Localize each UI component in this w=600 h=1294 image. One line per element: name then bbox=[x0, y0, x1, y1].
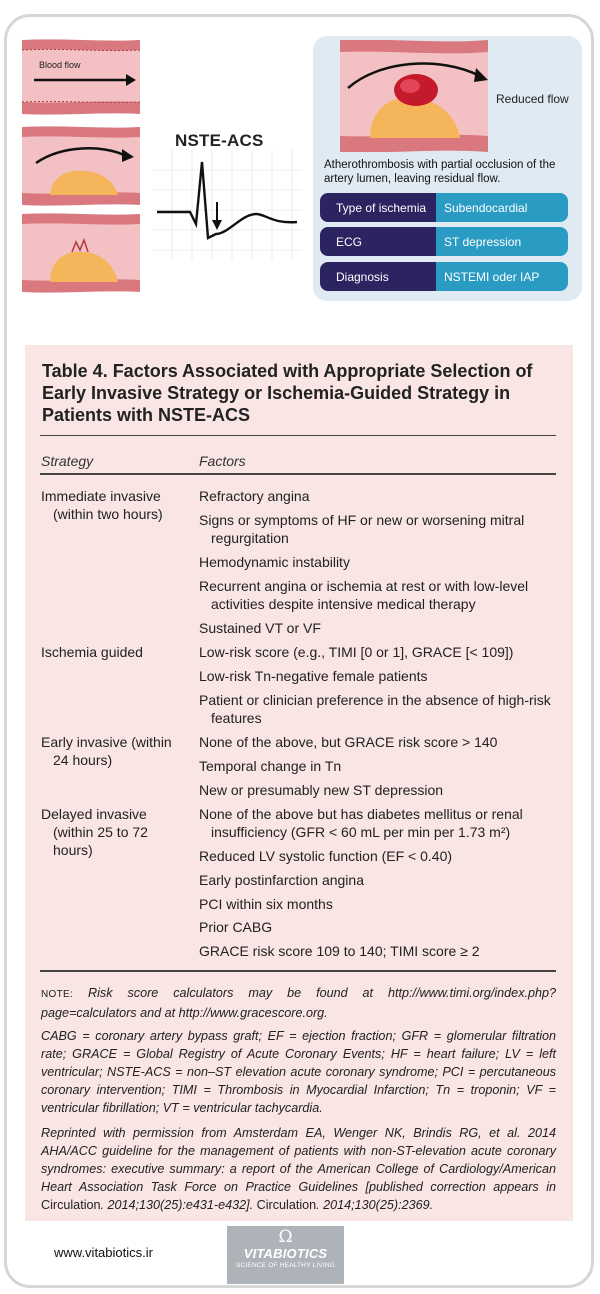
header-divider bbox=[40, 473, 556, 475]
strategy-immediate-invasive: Immediate invasive (within two hours) bbox=[41, 488, 163, 522]
reprint-citation: . 2014;130(25):2369. bbox=[316, 1198, 434, 1212]
factor-item: Reduced LV systolic function (EF < 0.40) bbox=[199, 848, 453, 864]
factor-item: Low-risk score (e.g., TIMI [0 or 1], GRACE [< 109]) bbox=[199, 644, 514, 660]
info-value: ST depression bbox=[436, 227, 568, 256]
strategy-early-invasive: Early invasive (within 24 hours) bbox=[41, 734, 172, 768]
info-key: Diagnosis bbox=[320, 262, 436, 291]
note-text: Risk score calculators may be found at http://www.timi.org/index.php?page=calculators and at http://www.gracescore.org. bbox=[41, 986, 557, 1020]
artery-rupture-illustration bbox=[22, 212, 140, 294]
abbreviations-note: CABG = coronary artery bypass graft; EF = ejection fraction; GFR = glomerular filtration rate; GRACE = Global Registry of Acute Coronary Events; HF = heart failure; LV = left ventricular; NSTE-ACS = non–ST elevation acute coronary syndrome; PCI = percutaneous coronary intervention; TIMI = Thrombosis in Myocardial Infarction; Tn = troponin; VF = ventricular fibrillation; VT = ventricular tachycardia. bbox=[41, 1029, 556, 1115]
info-value: NSTEMI oder IAP bbox=[436, 262, 568, 291]
artery-thrombus-illustration bbox=[340, 40, 488, 152]
artery-normal-illustration bbox=[22, 38, 140, 116]
info-row-ecg bbox=[320, 227, 568, 256]
atherothrombosis-caption: Atherothrombosis with partial occlusion of the artery lumen, leaving residual flow. bbox=[324, 159, 556, 185]
blood-flow-label: Blood flow bbox=[39, 60, 81, 70]
factor-item: Low-risk Tn-negative female patients bbox=[199, 668, 428, 684]
reprint-citation: . 2014;130(25):e431-e432]. bbox=[100, 1198, 254, 1212]
factor-item: Temporal change in Tn bbox=[199, 758, 342, 774]
factor-item: Refractory angina bbox=[199, 488, 310, 504]
reprint-text: Reprinted with permission from Amsterdam EA, Wenger NK, Brindis RG, et al. 2014 AHA/ACC guideline for the management of patients with non-ST-elevation acute coronary syndromes: executive summary: a report of the American College of Cardiology/American Heart Association Task Force on Practice Guidelines [published correction appears in bbox=[41, 1126, 556, 1194]
factor-item: Signs or symptoms of HF or new or worsening mitral regurgitation bbox=[199, 512, 525, 546]
factor-item: PCI within six months bbox=[199, 896, 333, 912]
factor-item: Recurrent angina or ischemia at rest or with low-level activities despite intensive medical therapy bbox=[199, 578, 529, 612]
column-header-factors: Factors bbox=[199, 453, 246, 469]
factor-item: Patient or clinician preference in the absence of high-risk features bbox=[199, 692, 551, 726]
table-title: Table 4. Factors Associated with Appropriate Selection of Early Invasive Strategy or Ischemia-Guided Strategy in Patients with NSTE-ACS bbox=[42, 361, 533, 425]
info-key: ECG bbox=[320, 227, 436, 256]
table-note bbox=[41, 984, 556, 1022]
ecg-trace bbox=[152, 150, 302, 260]
website-link[interactable]: www.vitabiotics.ir bbox=[54, 1245, 153, 1260]
info-row-ischemia-type bbox=[320, 193, 568, 222]
note-label: NOTE: bbox=[41, 989, 74, 1000]
reprint-journal: Circulation bbox=[256, 1198, 317, 1212]
factor-item: GRACE risk score 109 to 140; TIMI score ≥ 2 bbox=[199, 943, 480, 959]
factor-item: None of the above, but GRACE risk score > 140 bbox=[199, 734, 498, 750]
reduced-flow-label: Reduced flow bbox=[496, 92, 569, 106]
factor-item: None of the above but has diabetes mellitus or renal insufficiency (GFR < 60 mL per min per 1.73 m²) bbox=[199, 806, 523, 840]
ecg-title: NSTE-ACS bbox=[175, 131, 264, 150]
vitabiotics-logo bbox=[227, 1226, 344, 1284]
factor-item: Hemodynamic instability bbox=[199, 554, 350, 570]
logo-name: VITABIOTICS bbox=[243, 1246, 328, 1261]
title-divider bbox=[40, 435, 556, 436]
table-bottom-divider bbox=[40, 970, 556, 972]
factor-item: Prior CABG bbox=[199, 919, 273, 935]
info-row-diagnosis bbox=[320, 262, 568, 291]
info-value: Subendocardial bbox=[436, 193, 568, 222]
omega-icon: Ω bbox=[278, 1227, 293, 1247]
factor-item: New or presumably new ST depression bbox=[199, 782, 444, 798]
column-header-strategy: Strategy bbox=[41, 453, 94, 469]
strategy-delayed-invasive: Delayed invasive (within 25 to 72 hours) bbox=[41, 806, 148, 858]
reprint-note bbox=[41, 1124, 556, 1214]
factor-item: Sustained VT or VF bbox=[199, 620, 321, 636]
reprint-journal: Circulation bbox=[41, 1198, 101, 1212]
info-key: Type of ischemia bbox=[320, 193, 436, 222]
logo-tagline: SCIENCE OF HEALTHY LIVING bbox=[235, 1262, 336, 1269]
factor-item: Early postinfarction angina bbox=[199, 872, 364, 888]
artery-plaque-illustration bbox=[22, 125, 140, 207]
strategy-ischemia-guided: Ischemia guided bbox=[41, 644, 143, 660]
